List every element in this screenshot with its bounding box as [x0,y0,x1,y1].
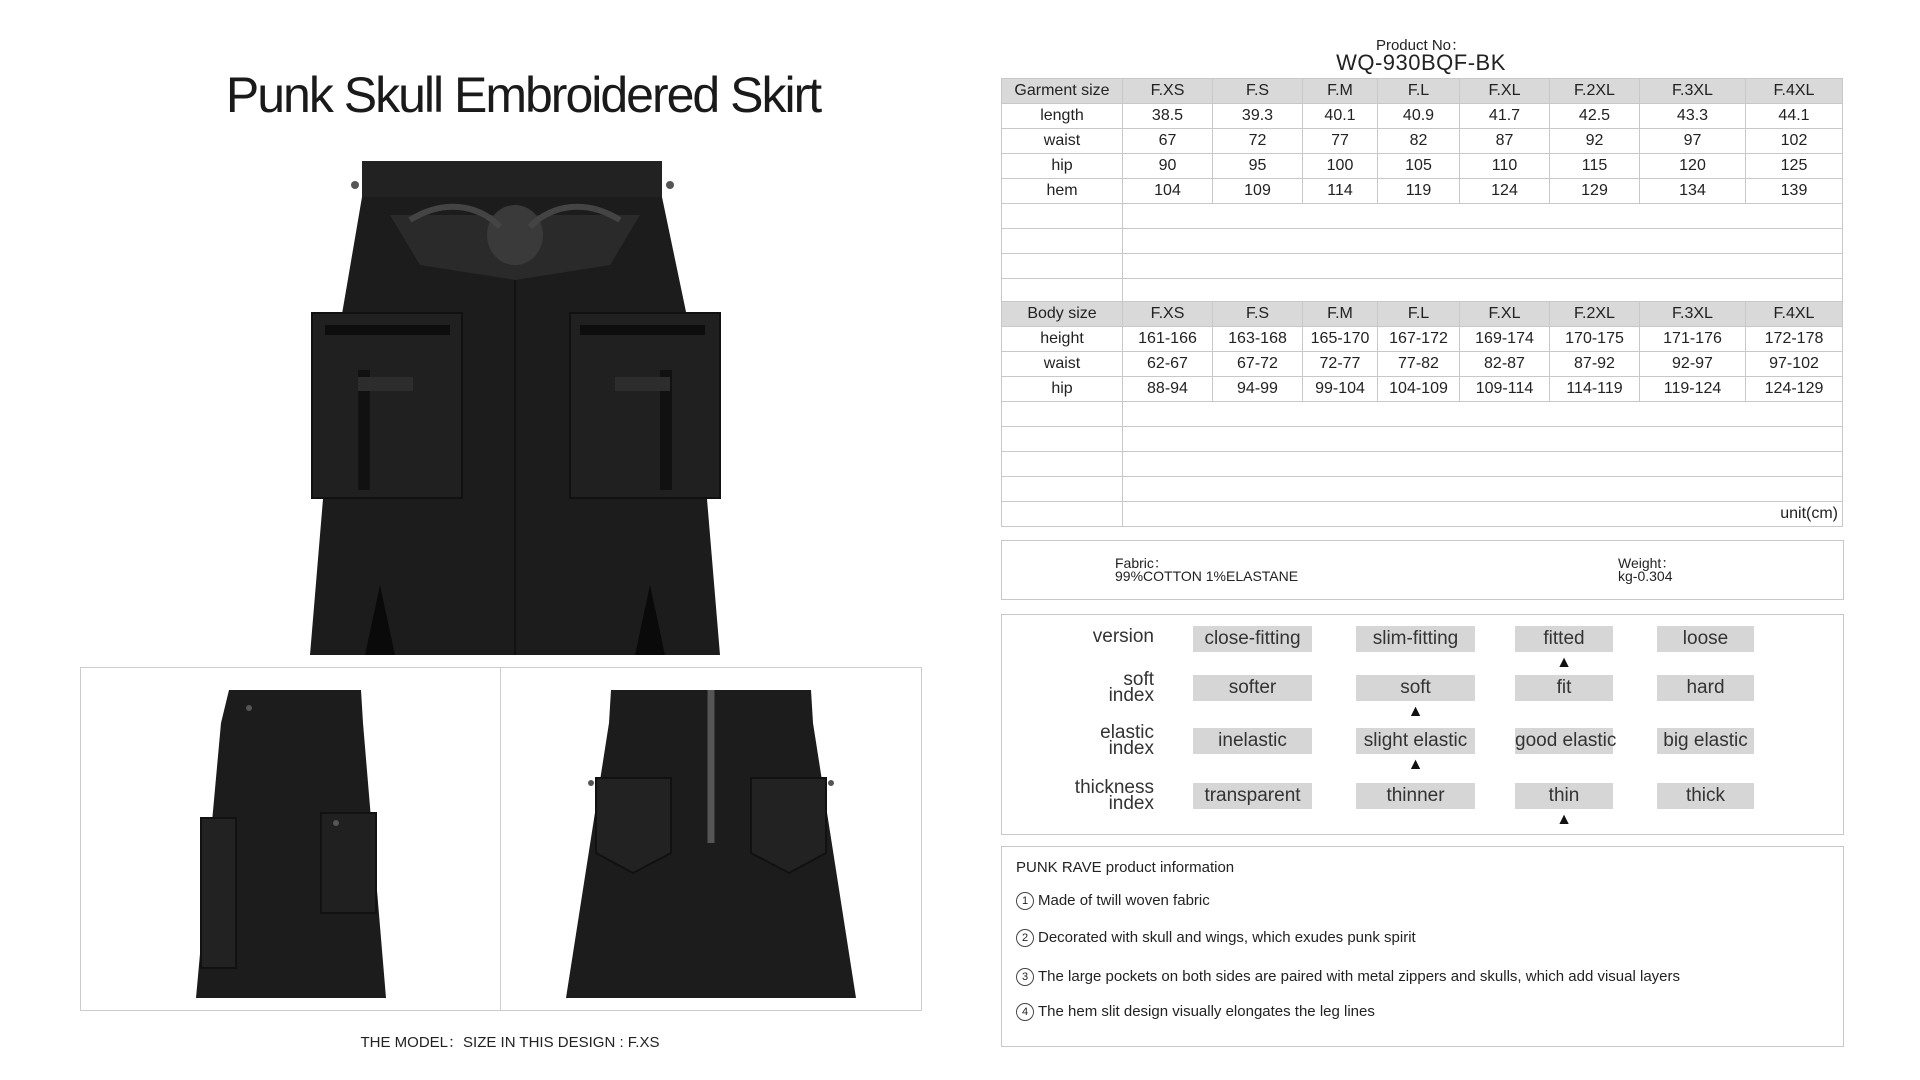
header-cell: Garment size [1002,79,1123,104]
item-number-badge: 1 [1016,892,1034,910]
empty-cell [1123,477,1843,502]
attributes-box [1001,614,1844,835]
attribute-option: softer [1193,675,1312,701]
value-cell: 77 [1303,129,1378,154]
model-size-caption: THE MODEL：SIZE IN THIS DESIGN : F.XS [360,1034,660,1051]
value-cell: 119-124 [1640,377,1746,402]
garment-size-table [1001,78,1843,304]
header-cell: F.3XL [1640,79,1746,104]
product-info-box [1001,846,1844,1047]
table-row [1002,179,1843,204]
value-cell: 125 [1746,154,1843,179]
value-cell: 100 [1303,154,1378,179]
attribute-option: inelastic [1193,728,1312,754]
header-cell: F.3XL [1640,302,1746,327]
skirt-front-illustration [270,155,760,660]
header-cell: F.XL [1460,302,1550,327]
attribute-option: thick [1657,783,1754,809]
weight-label: Weight： [1618,555,1676,571]
empty-row [1002,254,1843,279]
table-row [1002,377,1843,402]
skull-emblem [487,205,543,265]
header-cell: Body size [1002,302,1123,327]
attribute-option: close-fitting [1193,626,1312,652]
value-cell: 171-176 [1640,327,1746,352]
header-cell: F.XL [1460,79,1550,104]
skirt-front-image [270,155,760,660]
empty-row [1002,402,1843,427]
value-cell: 114-119 [1550,377,1640,402]
product-number-value: WQ-930BQF-BK [1336,50,1506,75]
table-row [1002,104,1843,129]
value-cell: 40.1 [1303,104,1378,129]
empty-row [1002,279,1843,304]
empty-cell [1123,427,1843,452]
value-cell: 39.3 [1213,104,1303,129]
value-cell: 172-178 [1746,327,1843,352]
attribute-option: fit [1515,675,1613,701]
value-cell: 72-77 [1303,352,1378,377]
info-list-item [1016,892,1210,910]
value-cell: 88-94 [1123,377,1213,402]
empty-cell [1002,229,1123,254]
empty-cell [1123,402,1843,427]
body-size-table [1001,301,1843,527]
info-item-text: The large pockets on both sides are paired with metal zippers and skulls, which add visual layers [1038,968,1680,985]
value-cell: 42.5 [1550,104,1640,129]
left-pocket [312,313,462,498]
header-cell: F.2XL [1550,79,1640,104]
fabric-weight-box [1001,540,1844,600]
empty-row [1002,452,1843,477]
empty-row [1002,502,1843,527]
right-zipper [580,325,705,335]
value-cell: 139 [1746,179,1843,204]
value-cell: 87-92 [1550,352,1640,377]
empty-row [1002,229,1843,254]
value-cell: 97-102 [1746,352,1843,377]
table-header-row [1002,302,1843,327]
value-cell: 109-114 [1460,377,1550,402]
empty-cell [1002,452,1123,477]
attribute-option: good elastic [1515,728,1613,754]
attribute-option: fitted [1515,626,1613,652]
row-label-cell: hip [1002,377,1123,402]
attribute-option: thinner [1356,783,1475,809]
info-item-text: Decorated with skull and wings, which exudes punk spirit [1038,929,1416,946]
attribute-option: hard [1657,675,1754,701]
attribute-option: thin [1515,783,1613,809]
selected-marker-icon: ▲ [1556,654,1572,671]
selected-marker-icon: ▲ [1556,811,1572,828]
item-number-badge: 4 [1016,1003,1034,1021]
value-cell: 104-109 [1378,377,1460,402]
value-cell: 90 [1123,154,1213,179]
value-cell: 38.5 [1123,104,1213,129]
empty-cell [1123,452,1843,477]
info-title: PUNK RAVE product information [1016,859,1235,876]
fabric-label: Fabric： [1115,555,1168,571]
fabric-value: 99%COTTON 1%ELASTANE [1115,568,1299,584]
header-cell: F.2XL [1550,302,1640,327]
value-cell: 41.7 [1460,104,1550,129]
table-row [1002,154,1843,179]
value-cell: 67 [1123,129,1213,154]
empty-cell [1002,427,1123,452]
header-cell: F.M [1303,79,1378,104]
value-cell: 102 [1746,129,1843,154]
value-cell: 115 [1550,154,1640,179]
attribute-label: version [1092,626,1154,647]
empty-cell [1123,229,1843,254]
selected-marker-icon: ▲ [1407,756,1424,773]
header-cell: F.S [1213,79,1303,104]
header-cell: F.L [1378,79,1460,104]
info-item-text: Made of twill woven fabric [1038,892,1210,909]
value-cell: 105 [1378,154,1460,179]
empty-row [1002,477,1843,502]
empty-cell [1002,204,1123,229]
value-cell: 62-67 [1123,352,1213,377]
header-cell: F.XS [1123,79,1213,104]
empty-cell [1123,254,1843,279]
weight-value: kg-0.304 [1618,568,1673,584]
header-cell: F.M [1303,302,1378,327]
empty-cell [1123,204,1843,229]
attribute-option: soft [1356,675,1475,701]
info-list-item [1016,968,1680,986]
skirt-side-illustration [81,668,501,1010]
empty-cell [1002,477,1123,502]
row-label-cell: hip [1002,154,1123,179]
selected-marker-icon: ▲ [1407,703,1424,720]
attribute-option: slight elastic [1356,728,1475,754]
item-number-badge: 2 [1016,929,1034,947]
attribute-label [1042,669,1154,706]
attribute-label-line: elastic [1100,722,1154,743]
attribute-label-line: index [1108,685,1154,706]
header-cell: F.4XL [1746,79,1843,104]
value-cell: 72 [1213,129,1303,154]
value-cell: 82 [1378,129,1460,154]
empty-cell [1002,502,1123,527]
attribute-label [1042,722,1154,759]
item-number-badge: 3 [1016,968,1034,986]
value-cell: 97 [1640,129,1746,154]
attribute-option: slim-fitting [1356,626,1475,652]
attribute-option: big elastic [1657,728,1754,754]
empty-cell [1002,279,1123,304]
unit-label: unit(cm) [1123,502,1843,527]
value-cell: 124 [1460,179,1550,204]
attribute-option: transparent [1193,783,1312,809]
value-cell: 163-168 [1213,327,1303,352]
product-title: Punk Skull Embroidered Skirt [225,67,821,123]
empty-cell [1123,279,1843,304]
row-label-cell: waist [1002,129,1123,154]
side-view-box [80,667,502,1011]
left-zipper [325,325,450,335]
value-cell: 129 [1550,179,1640,204]
attribute-label [1042,777,1154,814]
table-header-row [1002,79,1843,104]
attribute-label-line: soft [1123,669,1154,690]
attribute-label-line: index [1108,793,1154,814]
value-cell: 40.9 [1378,104,1460,129]
info-item-text: The hem slit design visually elongates the leg lines [1038,1003,1375,1020]
value-cell: 67-72 [1213,352,1303,377]
table-row [1002,352,1843,377]
value-cell: 170-175 [1550,327,1640,352]
value-cell: 87 [1460,129,1550,154]
value-cell: 134 [1640,179,1746,204]
value-cell: 77-82 [1378,352,1460,377]
header-cell: F.XS [1123,302,1213,327]
attribute-label-line: index [1108,738,1154,759]
table-row [1002,129,1843,154]
attribute-option: loose [1657,626,1754,652]
empty-cell [1002,254,1123,279]
header-cell: F.L [1378,302,1460,327]
value-cell: 165-170 [1303,327,1378,352]
product-number-label: Product No： [1375,37,1467,54]
value-cell: 92-97 [1640,352,1746,377]
table-row [1002,327,1843,352]
back-view-box [500,667,922,1011]
value-cell: 124-129 [1746,377,1843,402]
header-cell: F.4XL [1746,302,1843,327]
row-label-cell: height [1002,327,1123,352]
value-cell: 43.3 [1640,104,1746,129]
value-cell: 104 [1123,179,1213,204]
value-cell: 114 [1303,179,1378,204]
row-label-cell: length [1002,104,1123,129]
skirt-back-illustration [501,668,921,1010]
empty-cell [1002,402,1123,427]
empty-row [1002,204,1843,229]
value-cell: 119 [1378,179,1460,204]
info-list-item [1016,1003,1375,1021]
empty-row [1002,427,1843,452]
value-cell: 109 [1213,179,1303,204]
row-label-cell: hem [1002,179,1123,204]
value-cell: 94-99 [1213,377,1303,402]
value-cell: 169-174 [1460,327,1550,352]
value-cell: 99-104 [1303,377,1378,402]
value-cell: 44.1 [1746,104,1843,129]
value-cell: 82-87 [1460,352,1550,377]
row-label-cell: waist [1002,352,1123,377]
right-pocket [570,313,720,498]
info-list-item [1016,929,1416,947]
value-cell: 161-166 [1123,327,1213,352]
value-cell: 95 [1213,154,1303,179]
value-cell: 92 [1550,129,1640,154]
attribute-label-line: thickness [1074,777,1154,798]
value-cell: 110 [1460,154,1550,179]
header-cell: F.S [1213,302,1303,327]
value-cell: 167-172 [1378,327,1460,352]
value-cell: 120 [1640,154,1746,179]
